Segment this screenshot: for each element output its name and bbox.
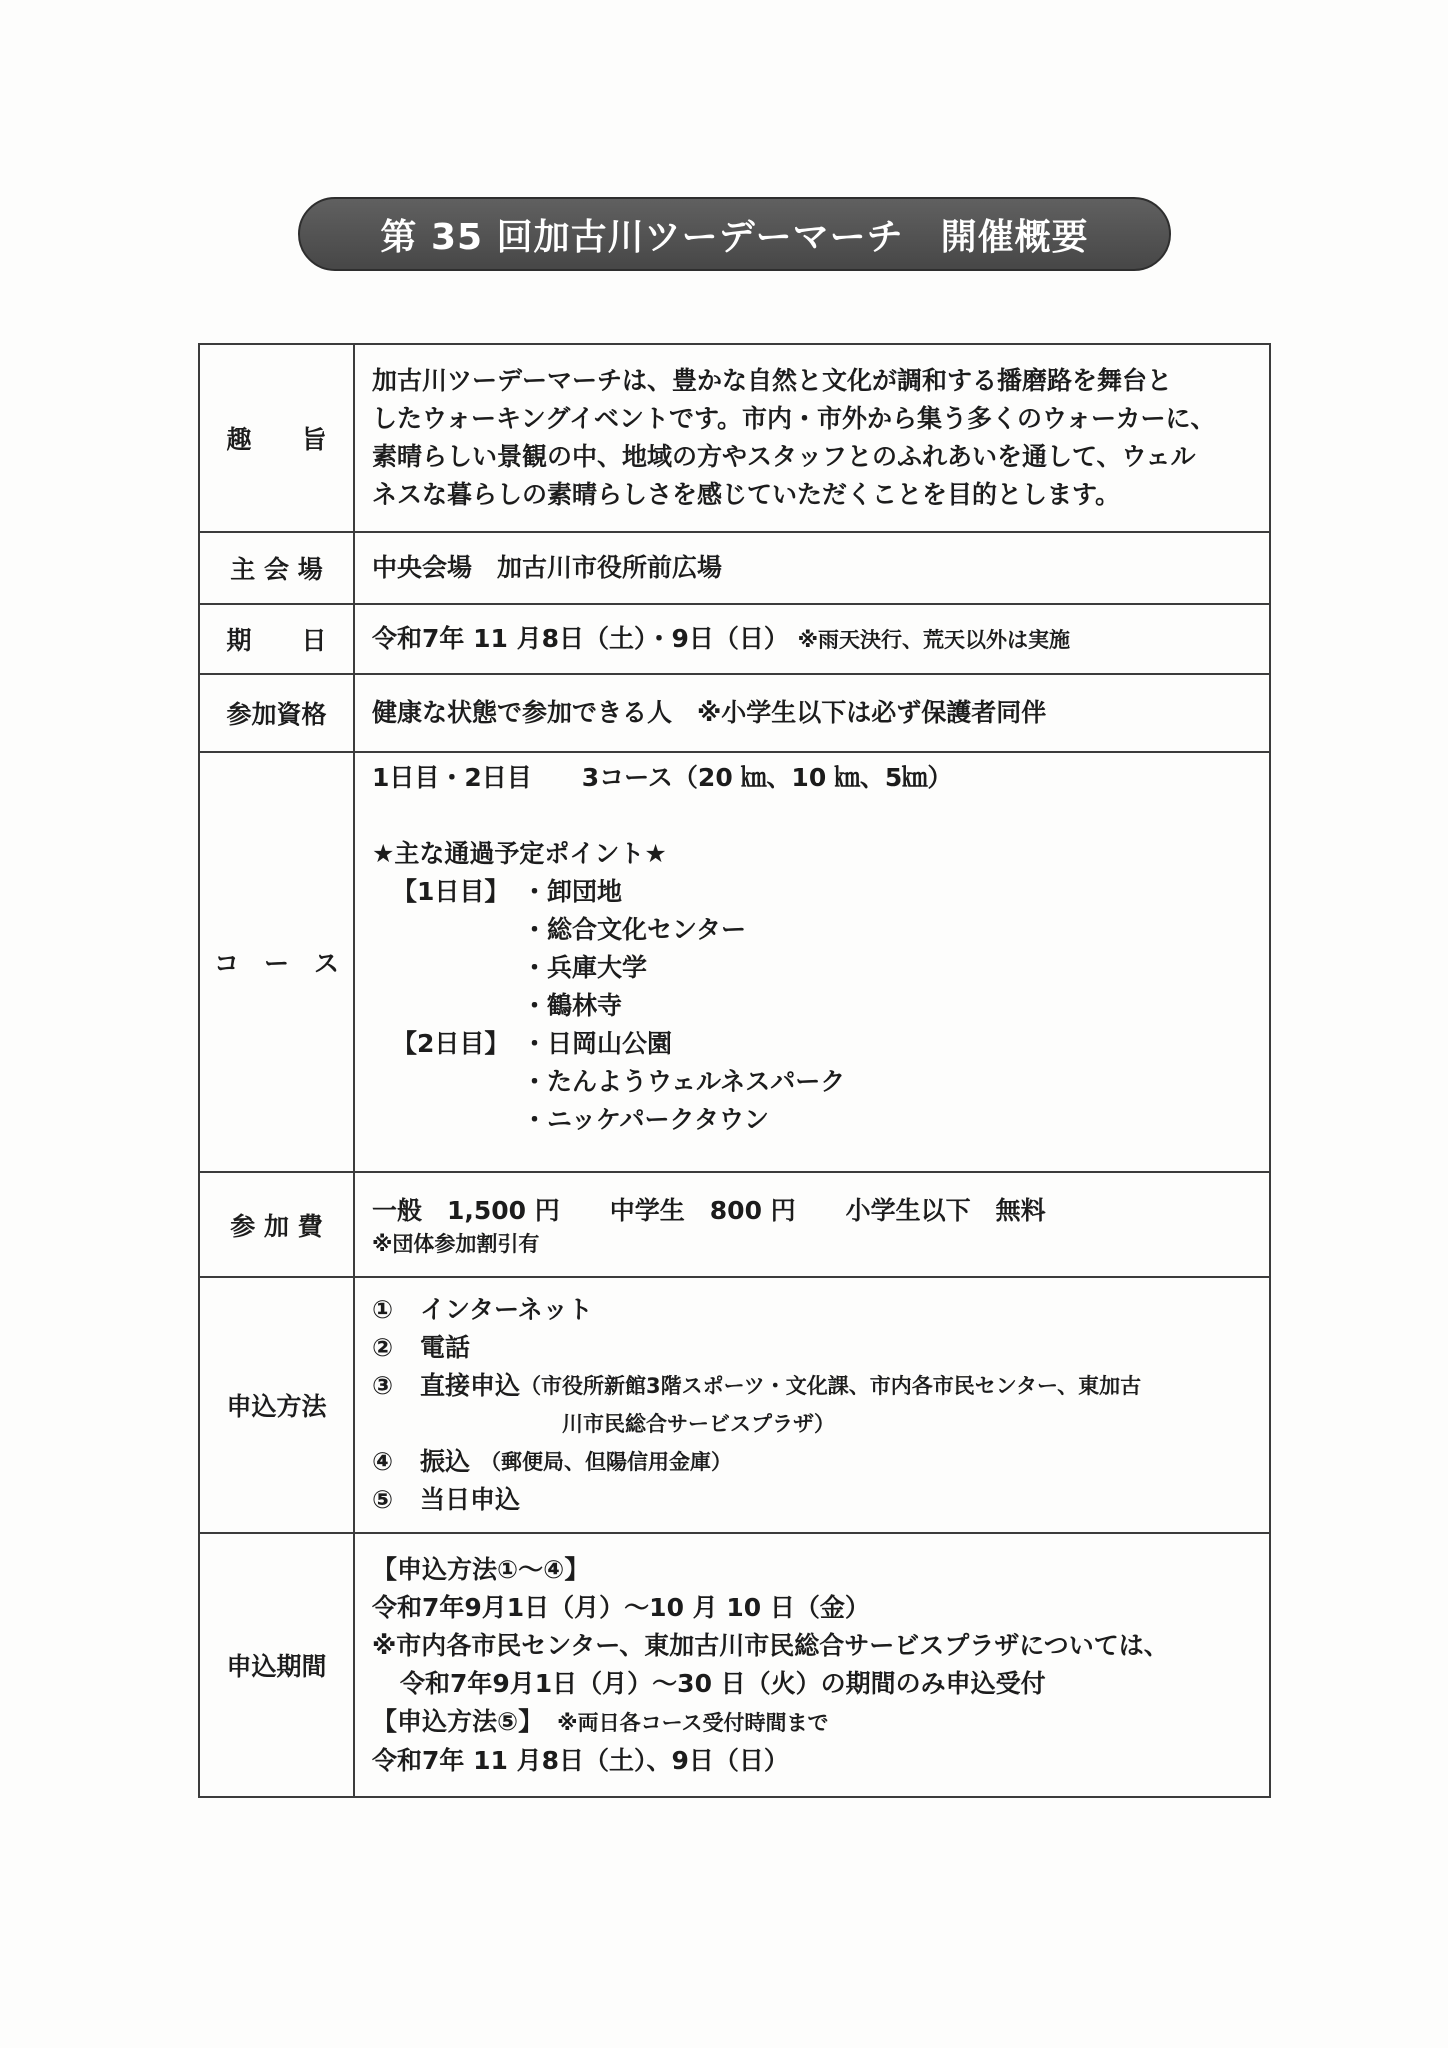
purpose-label: 趣 旨	[199, 344, 354, 532]
table-row-eligibility	[199, 674, 1270, 752]
course-day1-row	[372, 873, 1259, 911]
fee-label: 参 加 費	[199, 1172, 354, 1277]
table-row-date	[199, 604, 1270, 674]
method-item	[372, 1329, 1259, 1367]
course-label: コ ー ス	[199, 752, 354, 1172]
method-number: ⑤	[372, 1485, 394, 1514]
course-point: ・兵庫大学	[522, 953, 648, 982]
purpose-line-1: 加古川ツーデーマーチは、豊かな自然と文化が調和する播磨路を舞台と	[372, 366, 1173, 395]
period-note-line-2: 令和7年9月1日（月）～30 日（火）の期間のみ申込受付	[400, 1668, 1046, 1698]
course-point-row	[372, 1063, 1259, 1101]
method-detail: （市役所新館3階スポーツ・文化課、市内各市民センター、東加古	[520, 1374, 1142, 1398]
period-heading-2-note: ※両日各コース受付時間まで	[557, 1710, 829, 1735]
course-day2-label: 【2日目】	[392, 1029, 510, 1058]
fee-text: 一般 1,500 円 中学生 800 円 小学生以下 無料	[372, 1195, 1046, 1225]
method-label: 申込方法	[199, 1277, 354, 1533]
date-label: 期 日	[199, 604, 354, 674]
period-heading-1: 【申込方法①～④】	[372, 1554, 590, 1584]
method-detail: （郵便局、但陽信用金庫）	[480, 1450, 733, 1474]
method-detail-continued: 川市民総合サービスプラザ）	[562, 1412, 835, 1436]
course-point: ・鶴林寺	[522, 991, 623, 1020]
course-point: ・総合文化センター	[522, 915, 747, 944]
table-row-course	[199, 752, 1270, 1172]
method-content	[354, 1277, 1270, 1533]
method-text: 振込	[420, 1447, 471, 1476]
purpose-line-2: したウォーキングイベントです。市内・市外から集う多くのウォーカーに、	[372, 404, 1216, 433]
period-content	[354, 1533, 1270, 1797]
date-text: 令和7年 11 月8日（土）・9日（日）	[372, 623, 789, 653]
method-number: ①	[372, 1295, 394, 1324]
eligibility-label: 参加資格	[199, 674, 354, 752]
period-label: 申込期間	[199, 1533, 354, 1797]
overview-table	[198, 343, 1271, 1798]
course-point-row	[372, 987, 1259, 1025]
period-note-line-1: ※市内各市民センター、東加古川市民総合サービスプラザについては、	[372, 1630, 1169, 1660]
method-item	[372, 1443, 1259, 1481]
period-range-2: 令和7年 11 月8日（土）、9日（日）	[372, 1745, 789, 1775]
page-title: 第 35 回加古川ツーデーマーチ 開催概要	[380, 216, 1089, 258]
period-heading-2: 【申込方法⑤】	[372, 1706, 544, 1736]
method-text: 電話	[420, 1333, 471, 1362]
fee-note: ※団体参加割引有	[372, 1231, 540, 1256]
date-content	[354, 604, 1270, 674]
method-text: 当日申込	[420, 1485, 521, 1514]
purpose-line-4: ネスな暮らしの素晴らしさを感じていただくことを目的とします。	[372, 480, 1121, 509]
course-point-row	[372, 911, 1259, 949]
date-note: ※雨天決行、荒天以外は実施	[797, 627, 1071, 652]
venue-content: 中央会場 加古川市役所前広場	[354, 532, 1270, 604]
course-summary: 1日目・2日目 3コース（20 ㎞、10 ㎞、5㎞）	[372, 763, 953, 792]
venue-label: 主 会 場	[199, 532, 354, 604]
course-points-heading: ★主な通過予定ポイント★	[372, 839, 667, 868]
method-item	[372, 1367, 1259, 1405]
method-text: インターネット	[420, 1295, 593, 1324]
method-number: ④	[372, 1447, 394, 1476]
method-item	[372, 1291, 1259, 1329]
fee-content	[354, 1172, 1270, 1277]
purpose-line-3: 素晴らしい景観の中、地域の方やスタッフとのふれあいを通して、ウェル	[372, 442, 1196, 471]
method-item	[372, 1481, 1259, 1519]
table-row-method	[199, 1277, 1270, 1533]
method-number: ②	[372, 1333, 394, 1362]
purpose-content	[354, 344, 1270, 532]
course-point: ・たんようウェルネスパーク	[522, 1067, 846, 1096]
period-range-1: 令和7年9月1日（月）～10 月 10 日（金）	[372, 1592, 870, 1622]
eligibility-content: 健康な状態で参加できる人 ※小学生以下は必ず保護者同伴	[354, 674, 1270, 752]
table-row-venue	[199, 532, 1270, 604]
table-row-fee	[199, 1172, 1270, 1277]
period-heading-2-row	[372, 1703, 1259, 1742]
course-day1-label: 【1日目】	[392, 877, 510, 906]
course-point: ・日岡山公園	[522, 1029, 673, 1058]
title-banner	[298, 197, 1171, 271]
method-text: 直接申込	[420, 1371, 521, 1400]
course-point: ・卸団地	[522, 877, 623, 906]
course-point-row	[372, 949, 1259, 987]
table-row-period	[199, 1533, 1270, 1797]
course-point-row	[372, 1101, 1259, 1139]
course-day2-row	[372, 1025, 1259, 1063]
course-point: ・ニッケパークタウン	[522, 1105, 770, 1134]
table-row-purpose	[199, 344, 1270, 532]
method-number: ③	[372, 1371, 394, 1400]
course-content	[354, 752, 1270, 1172]
